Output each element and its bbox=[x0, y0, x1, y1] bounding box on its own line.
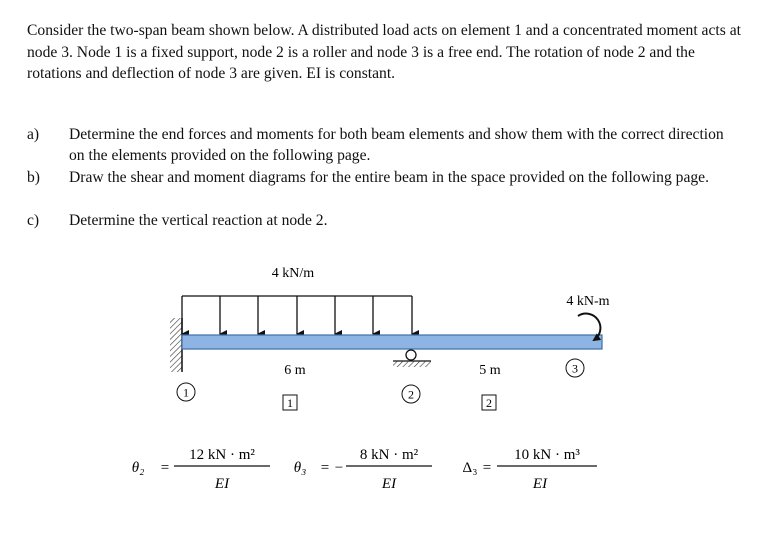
theta2-equation bbox=[132, 447, 270, 492]
element-1-marker bbox=[283, 395, 297, 410]
fixed-support bbox=[170, 318, 182, 372]
svg-text:3: 3 bbox=[572, 361, 578, 376]
question-b-label: b) bbox=[27, 169, 40, 186]
svg-text:−: − bbox=[334, 460, 344, 476]
beam bbox=[182, 335, 602, 349]
question-a-label: a) bbox=[27, 126, 40, 143]
span2-length: 5 m bbox=[479, 363, 501, 378]
svg-text:12 kN · m²: 12 kN · m² bbox=[189, 447, 255, 463]
svg-text:EI: EI bbox=[532, 476, 548, 492]
svg-text:10 kN · m³: 10 kN · m³ bbox=[514, 447, 580, 463]
theta3-equation bbox=[294, 447, 432, 492]
svg-text:=: = bbox=[160, 460, 170, 476]
problem-intro: Consider the two-span beam shown below. A distributed load acts on element 1 and a concentrated moment acts at node 3. Node 1 is a fixed support, node 2 is a roller and node 3 is a free end. The rotation of node 2 and the rotations and deflection of node 3 are given. EI is constant. bbox=[27, 22, 741, 82]
svg-text:EI: EI bbox=[214, 476, 230, 492]
element-2-marker bbox=[482, 395, 496, 410]
svg-text:2: 2 bbox=[408, 387, 414, 402]
distributed-load bbox=[182, 296, 412, 334]
svg-text:EI: EI bbox=[381, 476, 397, 492]
svg-text:θ₂: θ₂ bbox=[131, 460, 145, 476]
svg-text:Δ₃: Δ₃ bbox=[462, 460, 478, 476]
svg-text:1: 1 bbox=[287, 396, 293, 410]
node-2-marker bbox=[402, 385, 420, 403]
svg-text:1: 1 bbox=[183, 385, 189, 400]
moment-load-label: 4 kN-m bbox=[566, 294, 610, 309]
svg-text:8 kN · m²: 8 kN · m² bbox=[359, 447, 419, 463]
distributed-load-label: 4 kN/m bbox=[271, 266, 315, 281]
svg-text:=: = bbox=[482, 460, 492, 476]
svg-text:2: 2 bbox=[486, 396, 492, 410]
question-c-label: c) bbox=[27, 212, 40, 229]
delta3-equation bbox=[463, 447, 597, 492]
svg-text:θ₃: θ₃ bbox=[293, 460, 307, 476]
question-a-text: Determine the end forces and moments for both beam elements and show them with the correct direction on the elements provided on the following page. bbox=[69, 126, 724, 164]
roller-support bbox=[393, 350, 431, 367]
node-3-marker bbox=[566, 359, 584, 377]
node-1-marker bbox=[177, 383, 195, 401]
question-b-text: Draw the shear and moment diagrams for the entire beam in the space provided on the following page. bbox=[69, 169, 709, 186]
svg-text:=: = bbox=[320, 460, 330, 476]
span1-length: 6 m bbox=[284, 363, 306, 378]
question-c-text: Determine the vertical reaction at node 2. bbox=[69, 212, 328, 229]
